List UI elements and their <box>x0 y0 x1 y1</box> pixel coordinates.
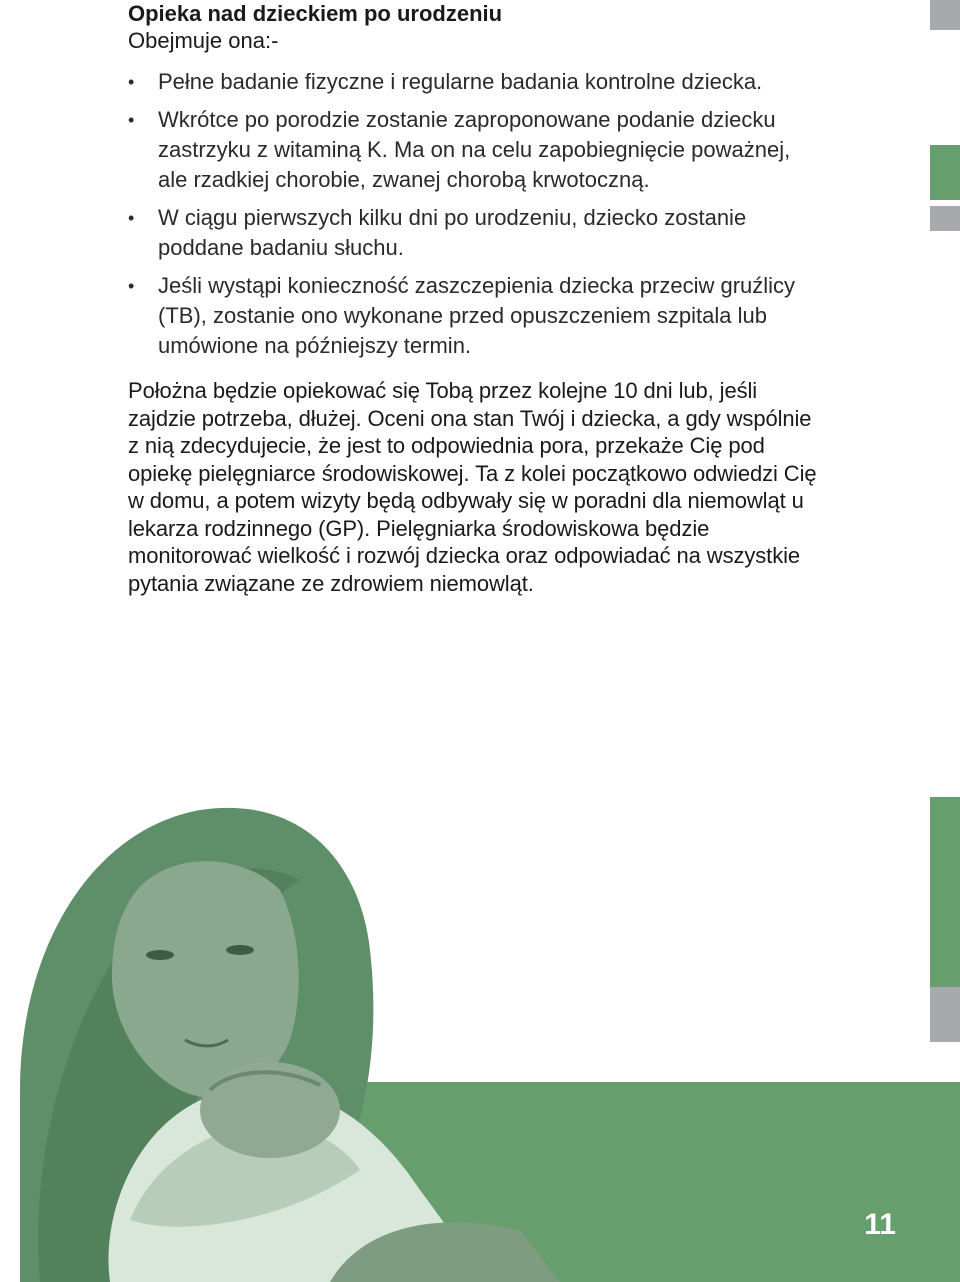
page-number: 11 <box>864 1208 896 1241</box>
list-item <box>128 271 818 361</box>
care-list <box>128 67 818 361</box>
mother-with-baby-photo <box>0 790 560 1282</box>
bullet-icon: • <box>128 72 135 92</box>
list-item-text: Jeśli wystąpi konieczność zaszczepienia dziecka przeciw gruźlicy (TB), zostanie ono wykonane przed opuszczeniem szpitala lub umówione na późniejszy termin. <box>158 273 796 358</box>
list-item <box>128 67 818 97</box>
edge-tab-green <box>930 797 960 987</box>
list-item-text: W ciągu pierwszych kilku dni po urodzeniu, dziecko zostanie poddane badaniu słuchu. <box>158 205 747 260</box>
main-content <box>128 0 818 597</box>
list-item <box>128 105 818 195</box>
body-paragraph: Położna będzie opiekować się Tobą przez kolejne 10 dni lub, jeśli zajdzie potrzeba, dłużej. Oceni ona stan Twój i dziecka, a gdy wspólnie z nią zdecydujecie, że jest to odpowiednia pora, przekaże Cię pod opiekę pielęgniarce środowiskowej. Ta z kolei początkowo odwiedzi Cię w domu, a potem wizyty będą odbywały się w poradni dla niemowląt u lekarza rodzinnego (GP). Pielęgniarka środowiskowa będzie monitorować wielkość i rozwój dziecka oraz odpowiadać na wszystkie pytania związane ze zdrowiem niemowląt. <box>128 378 817 596</box>
intro-text: Obejmuje ona:- <box>128 28 279 53</box>
edge-tab-grey <box>930 0 960 30</box>
list-item <box>128 203 818 263</box>
edge-tab-green <box>930 145 960 200</box>
page-title: Opieka nad dzieckiem po urodzeniu <box>128 1 503 26</box>
bullet-icon: • <box>128 110 135 130</box>
edge-tab-grey <box>930 987 960 1042</box>
edge-tab-grey <box>930 206 960 231</box>
list-item-text: Wkrótce po porodzie zostanie zaproponowane podanie dziecku zastrzyku z witaminą K. Ma on na celu zapobiegnięcie poważnej, ale rzadkiej chorobie, zwanej chorobą krwotoczną. <box>158 107 791 192</box>
bullet-icon: • <box>128 208 135 228</box>
list-item-text: Pełne badanie fizyczne i regularne badania kontrolne dziecka. <box>158 69 763 94</box>
bullet-icon: • <box>128 276 135 296</box>
